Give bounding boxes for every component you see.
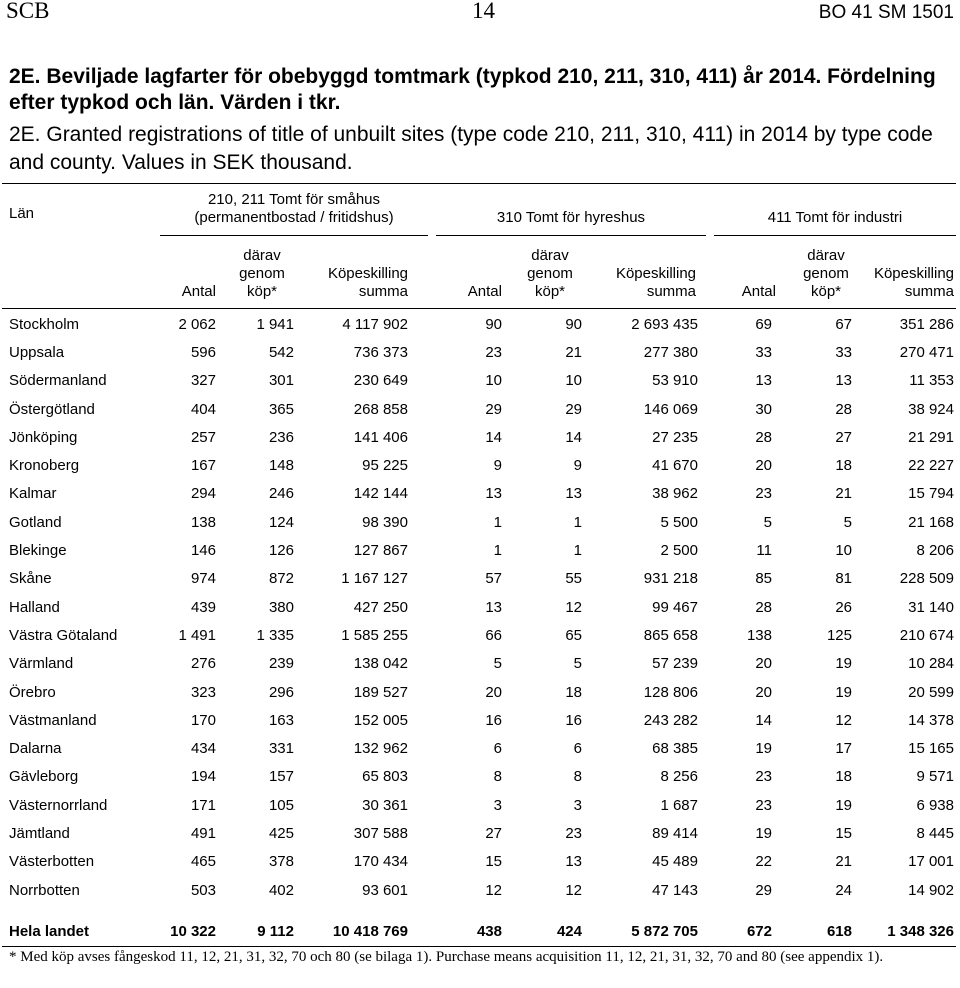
group-header-smahus xyxy=(160,191,428,227)
table-row xyxy=(0,480,954,508)
subheader-kop-line2: summa xyxy=(904,283,954,300)
county-name: Östergötland xyxy=(9,400,95,418)
table-cell: 491 xyxy=(190,824,216,842)
table-cell: 10 xyxy=(565,372,582,390)
table-cell: 12 xyxy=(485,881,502,899)
table-cell: 1 585 255 xyxy=(341,626,408,644)
table-cell: 20 xyxy=(755,655,772,673)
subheader-darav-line1: därav xyxy=(243,247,281,264)
table-cell: 148 xyxy=(268,457,294,475)
table-cell: 127 867 xyxy=(353,542,408,560)
table-cell: 81 xyxy=(835,570,852,588)
table-cell: 8 206 xyxy=(916,542,954,560)
table-cell: 365 xyxy=(268,400,294,418)
county-name: Västmanland xyxy=(9,711,97,729)
county-table-body xyxy=(0,310,954,904)
table-cell: 8 xyxy=(493,768,502,786)
table-cell: 128 806 xyxy=(643,683,698,701)
table-title-english: 2E. Granted registrations of title of unbuilt sites (type code 210, 211, 310, 411) in 2014 by type code and county. Values in SEK thousand. xyxy=(9,123,933,174)
table-cell: 20 xyxy=(755,457,772,475)
table-cell: 351 286 xyxy=(899,315,954,333)
table-cell: 29 xyxy=(755,881,772,899)
county-name: Värmland xyxy=(9,655,74,673)
table-row xyxy=(0,423,954,451)
table-cell: 41 670 xyxy=(652,457,698,475)
table-cell: 14 378 xyxy=(908,711,954,729)
table-cell: 425 xyxy=(268,824,294,842)
table-cell: 542 xyxy=(268,343,294,361)
county-name: Kalmar xyxy=(9,485,57,503)
table-cell: 47 143 xyxy=(652,881,698,899)
subheader-kop-line2: summa xyxy=(358,283,408,300)
table-cell: 22 xyxy=(755,853,772,871)
table-cell: 28 xyxy=(835,400,852,418)
table-row xyxy=(0,706,954,734)
table-cell: 124 xyxy=(268,513,294,531)
table-cell: 14 xyxy=(755,711,772,729)
table-cell: 170 434 xyxy=(353,853,408,871)
table-cell: 22 227 xyxy=(908,457,954,475)
subheader-darav-line2: genom xyxy=(803,265,849,282)
table-cell: 20 xyxy=(755,683,772,701)
table-cell: 19 xyxy=(835,796,852,814)
county-name: Stockholm xyxy=(9,315,80,333)
subheader-kop-line1: Köpeskilling xyxy=(873,265,954,282)
table-cell: 13 xyxy=(485,485,502,503)
table-cell: 4 117 902 xyxy=(342,315,408,333)
table-cell: 10 284 xyxy=(908,655,954,673)
table-title-swedish: 2E. Beviljade lagfarter för obebyggd tomtmark (typkod 210, 211, 310, 411) år 2014. Fördelning efter typkod och län. Värden i tkr. xyxy=(9,65,936,114)
table-cell: 6 xyxy=(573,740,582,758)
total-cell: 10 322 xyxy=(170,922,216,940)
table-cell: 307 588 xyxy=(353,824,408,842)
table-cell: 736 373 xyxy=(353,343,408,361)
table-row xyxy=(0,367,954,395)
table-cell: 1 167 127 xyxy=(341,570,408,588)
table-row xyxy=(0,508,954,536)
table-cell: 15 165 xyxy=(908,740,954,758)
table-cell: 18 xyxy=(835,768,852,786)
subheader-darav-line2: genom xyxy=(239,265,285,282)
county-name: Västerbotten xyxy=(9,853,95,871)
table-cell: 434 xyxy=(190,740,216,758)
group-underline-hyreshus xyxy=(436,235,706,236)
table-cell: 9 xyxy=(493,457,502,475)
subheader-darav-line3: köp* xyxy=(534,283,566,300)
table-cell: 57 xyxy=(485,570,502,588)
table-cell: 20 xyxy=(485,683,502,701)
table-cell: 6 938 xyxy=(916,796,954,814)
table-cell: 65 xyxy=(565,626,582,644)
table-cell: 10 xyxy=(835,542,852,560)
total-cell: 424 xyxy=(556,922,582,940)
subheader-darav-kop xyxy=(518,247,582,301)
table-cell: 38 924 xyxy=(908,400,954,418)
table-cell: 6 xyxy=(493,740,502,758)
table-row xyxy=(0,734,954,762)
table-cell: 170 xyxy=(190,711,216,729)
table-cell: 146 xyxy=(190,542,216,560)
table-cell: 15 xyxy=(835,824,852,842)
table-cell: 331 xyxy=(268,740,294,758)
subheader-darav-line1: därav xyxy=(531,247,569,264)
table-cell: 13 xyxy=(485,598,502,616)
table-cell: 19 xyxy=(835,683,852,701)
county-column-header: Län xyxy=(9,205,35,222)
subheader-kopeskilling xyxy=(588,265,696,301)
subheader-darav-line3: köp* xyxy=(246,283,278,300)
subheader-darav-line2: genom xyxy=(527,265,573,282)
table-cell: 277 380 xyxy=(643,343,698,361)
table-cell: 21 291 xyxy=(908,428,954,446)
table-cell: 125 xyxy=(826,626,852,644)
county-name: Dalarna xyxy=(9,740,62,758)
table-cell: 8 256 xyxy=(660,768,698,786)
subheader-kopeskilling xyxy=(846,265,954,301)
table-cell: 380 xyxy=(268,598,294,616)
table-cell: 132 962 xyxy=(353,740,408,758)
table-bottom-rule xyxy=(2,946,956,947)
table-cell: 276 xyxy=(190,655,216,673)
table-cell: 13 xyxy=(755,372,772,390)
table-cell: 5 xyxy=(843,513,852,531)
table-cell: 301 xyxy=(268,372,294,390)
county-name: Kronoberg xyxy=(9,457,80,475)
table-cell: 26 xyxy=(835,598,852,616)
table-cell: 14 902 xyxy=(908,881,954,899)
table-cell: 28 xyxy=(755,428,772,446)
table-row xyxy=(0,621,954,649)
table-row xyxy=(0,791,954,819)
group-header-smahus-line1: 210, 211 Tomt för småhus xyxy=(207,191,381,208)
table-cell: 8 xyxy=(573,768,582,786)
total-cell: 1 348 326 xyxy=(887,922,954,940)
county-table xyxy=(0,310,954,904)
table-row xyxy=(0,310,954,338)
total-cell: 672 xyxy=(746,922,772,940)
table-cell: 69 xyxy=(755,315,772,333)
table-cell: 19 xyxy=(755,740,772,758)
subheader-darav-line3: köp* xyxy=(810,283,842,300)
county-name: Norrbotten xyxy=(9,881,80,899)
table-cell: 29 xyxy=(565,400,582,418)
table-cell: 8 445 xyxy=(916,824,954,842)
table-cell: 13 xyxy=(565,485,582,503)
table-cell: 142 144 xyxy=(353,485,408,503)
county-name: Gotland xyxy=(9,513,62,531)
table-cell: 33 xyxy=(755,343,772,361)
table-row xyxy=(0,593,954,621)
table-cell: 296 xyxy=(268,683,294,701)
table-cell: 210 674 xyxy=(899,626,954,644)
table-cell: 236 xyxy=(268,428,294,446)
table-cell: 53 910 xyxy=(652,372,698,390)
table-cell: 157 xyxy=(268,768,294,786)
table-cell: 1 xyxy=(573,513,582,531)
county-name: Västra Götaland xyxy=(9,626,118,644)
subheader-darav-line1: därav xyxy=(807,247,845,264)
county-name: Västernorrland xyxy=(9,796,108,814)
table-cell: 13 xyxy=(565,853,582,871)
table-cell: 2 693 435 xyxy=(631,315,698,333)
table-cell: 12 xyxy=(565,881,582,899)
table-cell: 93 601 xyxy=(362,881,408,899)
table-row xyxy=(0,819,954,847)
table-row xyxy=(0,536,954,564)
table-row xyxy=(0,876,954,904)
table-row xyxy=(0,338,954,366)
table-cell: 18 xyxy=(835,457,852,475)
table-cell: 323 xyxy=(190,683,216,701)
table-cell: 402 xyxy=(268,881,294,899)
table-row xyxy=(0,565,954,593)
table-cell: 596 xyxy=(190,343,216,361)
total-cell: 10 418 769 xyxy=(332,922,408,940)
table-cell: 95 225 xyxy=(362,457,408,475)
table-cell: 98 390 xyxy=(362,513,408,531)
table-cell: 2 062 xyxy=(178,315,216,333)
subheader-kop-line2: summa xyxy=(646,283,696,300)
county-name: Gävleborg xyxy=(9,768,79,786)
total-cell: 9 112 xyxy=(257,922,294,940)
table-cell: 20 599 xyxy=(908,683,954,701)
table-cell: 239 xyxy=(268,655,294,673)
group-header-industri: 411 Tomt för industri xyxy=(767,209,903,226)
table-cell: 294 xyxy=(190,485,216,503)
table-cell: 404 xyxy=(190,400,216,418)
table-cell: 1 941 xyxy=(256,315,294,333)
table-cell: 189 527 xyxy=(353,683,408,701)
footnote: * Med köp avses fångeskod 11, 12, 21, 31, 32, 70 och 80 (se bilaga 1). Purchase means acquisition 11, 12, 21, 31, 32, 70 and 80 (see appendix 1). xyxy=(9,949,884,965)
county-name: Skåne xyxy=(9,570,52,588)
total-cell: 618 xyxy=(826,922,852,940)
county-name: Jämtland xyxy=(9,824,70,842)
table-cell: 23 xyxy=(755,485,772,503)
table-cell: 5 xyxy=(493,655,502,673)
table-cell: 28 xyxy=(755,598,772,616)
total-cell: 5 872 705 xyxy=(631,922,698,940)
table-cell: 38 962 xyxy=(652,485,698,503)
table-cell: 14 xyxy=(485,428,502,446)
table-cell: 152 005 xyxy=(353,711,408,729)
table-cell: 29 xyxy=(485,400,502,418)
table-cell: 23 xyxy=(485,343,502,361)
table-cell: 11 xyxy=(756,542,772,560)
series-label: BO 41 SM 1501 xyxy=(818,2,954,23)
table-cell: 5 xyxy=(763,513,772,531)
page-number: 14 xyxy=(472,0,495,23)
table-cell: 378 xyxy=(268,853,294,871)
table-cell: 23 xyxy=(755,768,772,786)
table-row xyxy=(0,650,954,678)
table-cell: 19 xyxy=(835,655,852,673)
table-cell: 270 471 xyxy=(899,343,954,361)
table-cell: 465 xyxy=(190,853,216,871)
table-cell: 89 414 xyxy=(652,824,698,842)
table-cell: 9 xyxy=(573,457,582,475)
table-top-rule xyxy=(2,183,956,184)
table-cell: 974 xyxy=(190,570,216,588)
header-bottom-rule xyxy=(2,308,956,309)
table-cell: 427 250 xyxy=(353,598,408,616)
group-header-smahus-line2: (permanentbostad / fritidshus) xyxy=(194,209,394,226)
county-name: Halland xyxy=(9,598,60,616)
table-cell: 33 xyxy=(835,343,852,361)
table-cell: 3 xyxy=(573,796,582,814)
table-cell: 138 042 xyxy=(353,655,408,673)
table-cell: 21 xyxy=(565,343,582,361)
table-cell: 16 xyxy=(485,711,502,729)
table-cell: 12 xyxy=(565,598,582,616)
table-cell: 1 xyxy=(573,542,582,560)
table-cell: 3 xyxy=(493,796,502,814)
table-row xyxy=(0,678,954,706)
total-row xyxy=(0,918,954,944)
table-cell: 17 xyxy=(835,740,852,758)
subheader-antal: Antal xyxy=(181,283,216,300)
table-cell: 10 xyxy=(485,372,502,390)
group-header-hyreshus: 310 Tomt för hyreshus xyxy=(496,209,646,226)
table-cell: 163 xyxy=(268,711,294,729)
subheader-antal: Antal xyxy=(467,283,502,300)
table-cell: 11 353 xyxy=(909,372,954,390)
table-cell: 1 687 xyxy=(660,796,698,814)
table-cell: 55 xyxy=(565,570,582,588)
table-cell: 21 xyxy=(835,485,852,503)
table-cell: 12 xyxy=(835,711,852,729)
publisher-label: SCB xyxy=(6,0,50,23)
table-cell: 18 xyxy=(565,683,582,701)
table-cell: 872 xyxy=(268,570,294,588)
table-cell: 1 335 xyxy=(256,626,294,644)
table-cell: 228 509 xyxy=(899,570,954,588)
table-cell: 68 385 xyxy=(652,740,698,758)
table-cell: 126 xyxy=(268,542,294,560)
table-cell: 15 794 xyxy=(908,485,954,503)
table-cell: 90 xyxy=(565,315,582,333)
table-cell: 9 571 xyxy=(916,768,954,786)
table-cell: 27 235 xyxy=(652,428,698,446)
table-cell: 14 xyxy=(565,428,582,446)
table-cell: 66 xyxy=(485,626,502,644)
table-row xyxy=(0,395,954,423)
county-name: Örebro xyxy=(9,683,56,701)
table-cell: 257 xyxy=(190,428,216,446)
table-row xyxy=(0,848,954,876)
subheader-antal: Antal xyxy=(741,283,776,300)
table-cell: 21 168 xyxy=(908,513,954,531)
table-cell: 146 069 xyxy=(643,400,698,418)
county-name: Uppsala xyxy=(9,343,65,361)
table-cell: 90 xyxy=(485,315,502,333)
table-cell: 16 xyxy=(565,711,582,729)
table-cell: 439 xyxy=(190,598,216,616)
table-cell: 246 xyxy=(268,485,294,503)
table-cell: 5 xyxy=(573,655,582,673)
table-cell: 268 858 xyxy=(353,400,408,418)
table-cell: 931 218 xyxy=(643,570,698,588)
table-cell: 67 xyxy=(835,315,852,333)
table-cell: 13 xyxy=(835,372,852,390)
table-row xyxy=(0,763,954,791)
subheader-kopeskilling xyxy=(300,265,408,301)
table-cell: 194 xyxy=(190,768,216,786)
county-name: Blekinge xyxy=(9,542,67,560)
table-cell: 503 xyxy=(190,881,216,899)
table-cell: 23 xyxy=(565,824,582,842)
table-cell: 5 500 xyxy=(660,513,698,531)
group-underline-smahus xyxy=(160,235,428,236)
table-cell: 30 361 xyxy=(362,796,408,814)
table-cell: 99 467 xyxy=(652,598,698,616)
table-cell: 243 282 xyxy=(643,711,698,729)
table-cell: 171 xyxy=(190,796,216,814)
table-cell: 30 xyxy=(755,400,772,418)
total-label: Hela landet xyxy=(9,922,90,940)
table-cell: 23 xyxy=(755,796,772,814)
table-cell: 15 xyxy=(485,853,502,871)
table-cell: 17 001 xyxy=(908,853,954,871)
total-cell: 438 xyxy=(476,922,502,940)
table-cell: 27 xyxy=(835,428,852,446)
county-name: Södermanland xyxy=(9,372,107,390)
group-underline-industri xyxy=(714,235,956,236)
table-cell: 327 xyxy=(190,372,216,390)
table-cell: 138 xyxy=(190,513,216,531)
table-cell: 1 xyxy=(493,542,502,560)
subheader-darav-kop xyxy=(230,247,294,301)
table-cell: 105 xyxy=(268,796,294,814)
table-cell: 21 xyxy=(835,853,852,871)
table-cell: 19 xyxy=(755,824,772,842)
table-cell: 85 xyxy=(755,570,772,588)
table-cell: 24 xyxy=(835,881,852,899)
subheader-kop-line1: Köpeskilling xyxy=(327,265,408,282)
table-cell: 65 803 xyxy=(362,768,408,786)
subheader-kop-line1: Köpeskilling xyxy=(615,265,696,282)
table-cell: 1 491 xyxy=(178,626,216,644)
table-cell: 45 489 xyxy=(652,853,698,871)
table-cell: 138 xyxy=(746,626,772,644)
page-header xyxy=(0,0,960,32)
table-cell: 230 649 xyxy=(353,372,408,390)
table-cell: 865 658 xyxy=(643,626,698,644)
table-cell: 31 140 xyxy=(908,598,954,616)
table-cell: 1 xyxy=(493,513,502,531)
table-cell: 2 500 xyxy=(660,542,698,560)
table-cell: 167 xyxy=(190,457,216,475)
table-cell: 141 406 xyxy=(353,428,408,446)
table-cell: 27 xyxy=(485,824,502,842)
county-name: Jönköping xyxy=(9,428,78,446)
table-cell: 57 239 xyxy=(652,655,698,673)
table-row xyxy=(0,451,954,479)
